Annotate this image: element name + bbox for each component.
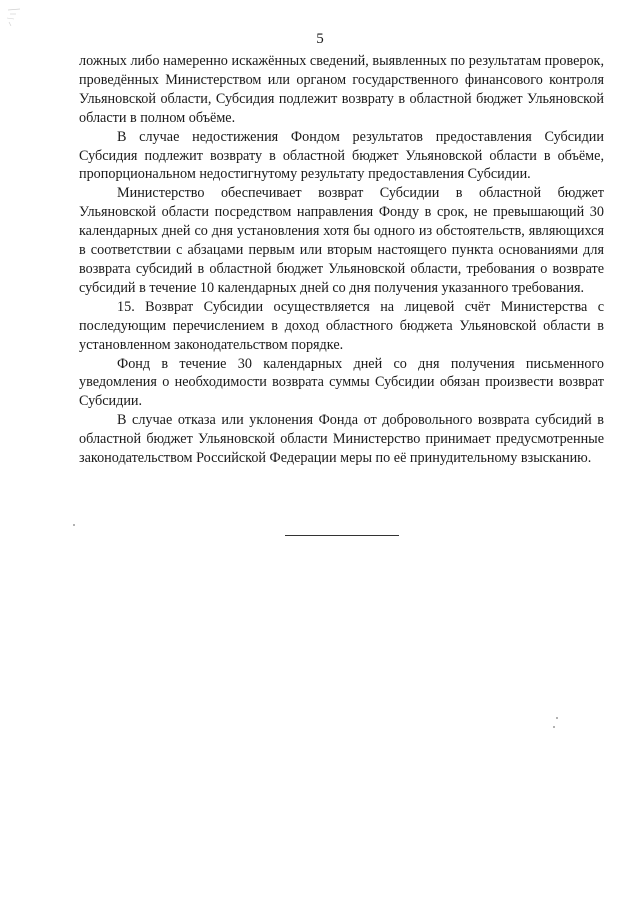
- paragraph-ministry-return: Министерство обеспечивает возврат Субсидии в областной бюджет Ульяновской области посредством направления Фонду в срок, не превышающий 30 календарных дней со дня установления хотя бы одного из обстоятельств, являющихся в соответствии с абзацами первым или вторым настоящего пункта основаниями для возврата субсидий в областной бюджет Ульяновской области, требования о возврате субсидий в течение 10 календарных дней со дня получения указанного требования.: [79, 185, 604, 296]
- scan-speck: [73, 524, 75, 526]
- paragraph-refusal: В случае отказа или уклонения Фонда от добровольного возврата субсидий в областной бюджет Ульяновской области Министерство принимает предусмотренные законодательством Российской Федерации меры по её принудительному взысканию.: [79, 412, 604, 467]
- paragraph-nondelivery: В случае недостижения Фондом результатов предоставления Субсидии Субсидия подлежит возврату в областной бюджет Ульяновской области в объёме, пропорциональном недостигнутому результату предоставления Субсидии.: [79, 128, 604, 183]
- scan-speck: [556, 717, 558, 719]
- scan-speck: [553, 726, 555, 728]
- end-separator-line: [285, 535, 399, 536]
- page-number: 5: [316, 31, 324, 47]
- scan-artifact-mark: [6, 6, 32, 26]
- paragraph-continuation: ложных либо намеренно искажённых сведений, выявленных по результатам проверок, проведённых Министерством или органом государственного финансового контроля Ульяновской области, Субсидия подлежит возврату в областной бюджет Ульяновской области в полном объёме.: [79, 53, 604, 126]
- paragraph-item-15: 15. Возврат Субсидии осуществляется на лицевой счёт Министерства с последующим перечислением в доход областного бюджета Ульяновской области в установленном законодательством порядке.: [79, 298, 604, 353]
- document-body: [79, 52, 604, 468]
- paragraph-fund-deadline: Фонд в течение 30 календарных дней со дня получения письменного уведомления о необходимости возврата суммы Субсидии обязан произвести возврат Субсидии.: [79, 355, 604, 410]
